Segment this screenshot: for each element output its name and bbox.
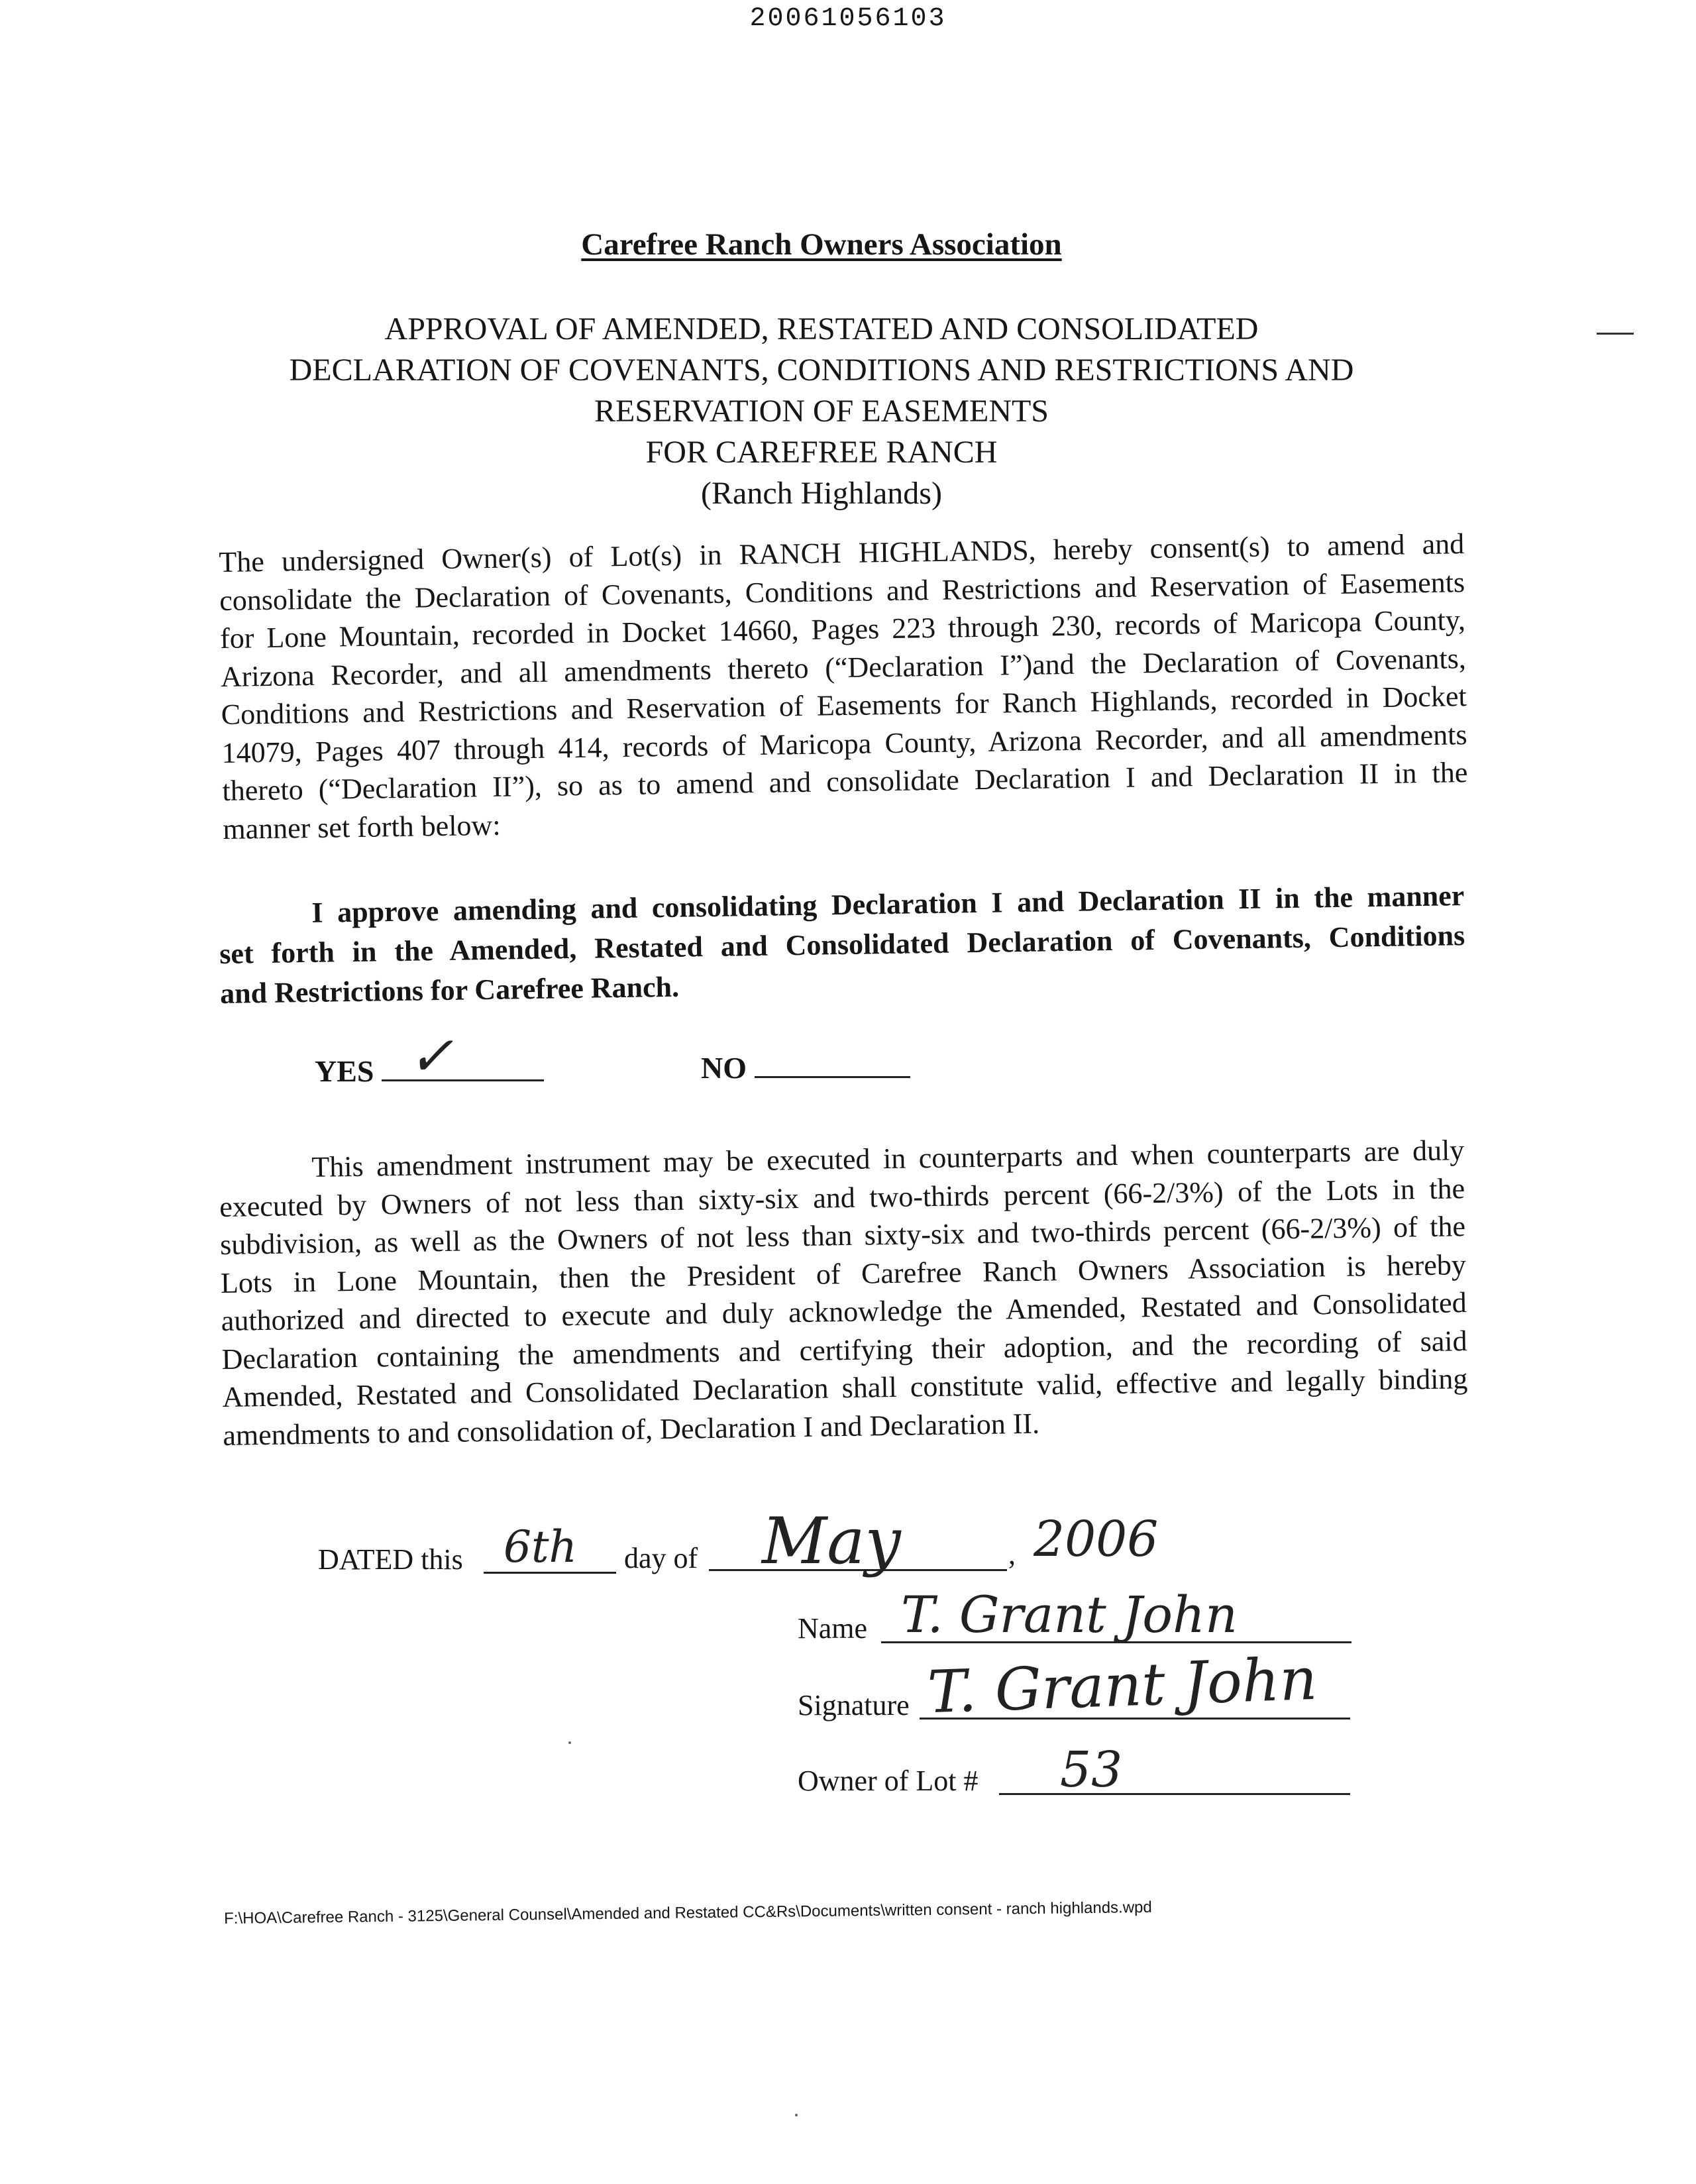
document-title	[0, 309, 1643, 514]
paragraph-line: amendments to and consolidation of, Declaration I and Declaration II.	[223, 1407, 1040, 1452]
paragraph-line: This amendment instrument may be executed in counterparts and when counterparts are duly	[311, 1134, 1465, 1183]
paragraph-line: Amended, Restated and Consolidated Declaration shall constitute valid, effective and legally binding	[222, 1362, 1468, 1413]
title-line: APPROVAL OF AMENDED, RESTATED AND CONSOLIDATED	[384, 311, 1259, 347]
paragraph-line: Declaration containing the amendments and certifying their adoption, and the recording of said	[221, 1324, 1467, 1376]
paragraph-line: 14079, Pages 407 through 414, records of Maricopa County, Arizona Recorder, and all amendments	[221, 718, 1467, 769]
no-blank[interactable]	[755, 1047, 910, 1078]
name-label: Name	[798, 1612, 868, 1645]
title-line: DECLARATION OF COVENANTS, CONDITIONS AND RESTRICTIONS AND	[289, 353, 1354, 388]
name-value: T. Grant John	[901, 1585, 1238, 1644]
paragraph-line: Conditions and Restrictions and Reservation of Easements for Ranch Highlands, recorded in Docket	[221, 680, 1467, 731]
yes-label: YES	[315, 1054, 374, 1088]
approval-line: and Restrictions for Carefree Ranch.	[219, 970, 680, 1010]
title-line: RESERVATION OF EASEMENTS	[594, 394, 1049, 429]
dated-label: DATED this	[318, 1543, 463, 1576]
signature-value: T. Grant John	[926, 1644, 1318, 1727]
approval-statement	[219, 876, 1465, 1014]
signature-label: Signature	[798, 1689, 910, 1721]
counterparts-paragraph	[219, 1131, 1469, 1454]
approval-line: set forth in the Amended, Restated and Consolidated Declaration of Covenants, Conditions	[219, 919, 1465, 970]
yes-option	[315, 1025, 544, 1089]
yes-blank[interactable]	[382, 1025, 544, 1088]
association-heading: Carefree Ranch Owners Association	[581, 227, 1062, 262]
day-of-label: day of	[624, 1542, 698, 1574]
no-option	[701, 1047, 910, 1085]
paragraph-line: thereto (“Declaration II”), so as to amend and consolidate Declaration I and Declaration II in the	[222, 756, 1468, 807]
paragraph-line: executed by Owners of not less than sixty-six and two-thirds percent (66-2/3%) of the Lots in the	[219, 1172, 1465, 1223]
lot-blank[interactable]	[999, 1793, 1350, 1795]
year-separator: ,	[1008, 1538, 1016, 1570]
paragraph-line: for Lone Mountain, recorded in Docket 14660, Pages 223 through 230, records of Maricopa County,	[219, 604, 1466, 655]
consent-paragraph	[219, 525, 1469, 848]
lot-label: Owner of Lot #	[798, 1765, 979, 1797]
no-label: NO	[701, 1051, 747, 1085]
paragraph-line: Lots in Lone Mountain, then the President of Carefree Ranch Owners Association is hereby	[220, 1248, 1467, 1299]
paragraph-line: manner set forth below:	[223, 808, 501, 846]
scan-speck	[568, 1741, 571, 1744]
title-line: (Ranch Highlands)	[701, 476, 942, 511]
paragraph-line: consolidate the Declaration of Covenants, Conditions and Restrictions and Reservation of Easements	[219, 565, 1465, 617]
day-value: 6th	[504, 1521, 578, 1572]
yes-checkmark: ✓	[407, 1025, 454, 1088]
approval-line: I approve amending and consolidating Declaration I and Declaration II in the manner	[311, 879, 1465, 929]
lot-value: 53	[1060, 1741, 1123, 1798]
month-value: May	[762, 1504, 901, 1578]
paragraph-line: Arizona Recorder, and all amendments thereto (“Declaration I”)and the Declaration of Covenants,	[220, 641, 1467, 693]
title-line: FOR CAREFREE RANCH	[645, 435, 998, 470]
paragraph-line: authorized and directed to execute and duly acknowledge the Amended, Restated and Consolidated	[221, 1286, 1467, 1337]
year-value: 2006	[1034, 1511, 1159, 1568]
document-number: 20061056103	[749, 4, 947, 34]
file-path-footer: F:\HOA\Carefree Ranch - 3125\General Counsel\Amended and Restated CC&Rs\Documents\written consent - ranch highlands.wpd	[224, 1898, 1152, 1928]
paragraph-line: The undersigned Owner(s) of Lot(s) in RANCH HIGHLANDS, hereby consent(s) to amend and	[219, 527, 1465, 578]
paragraph-line: subdivision, as well as the Owners of not less than sixty-six and two-thirds percent (66-2/3%) of the	[219, 1210, 1466, 1261]
scan-speck	[795, 2114, 798, 2116]
